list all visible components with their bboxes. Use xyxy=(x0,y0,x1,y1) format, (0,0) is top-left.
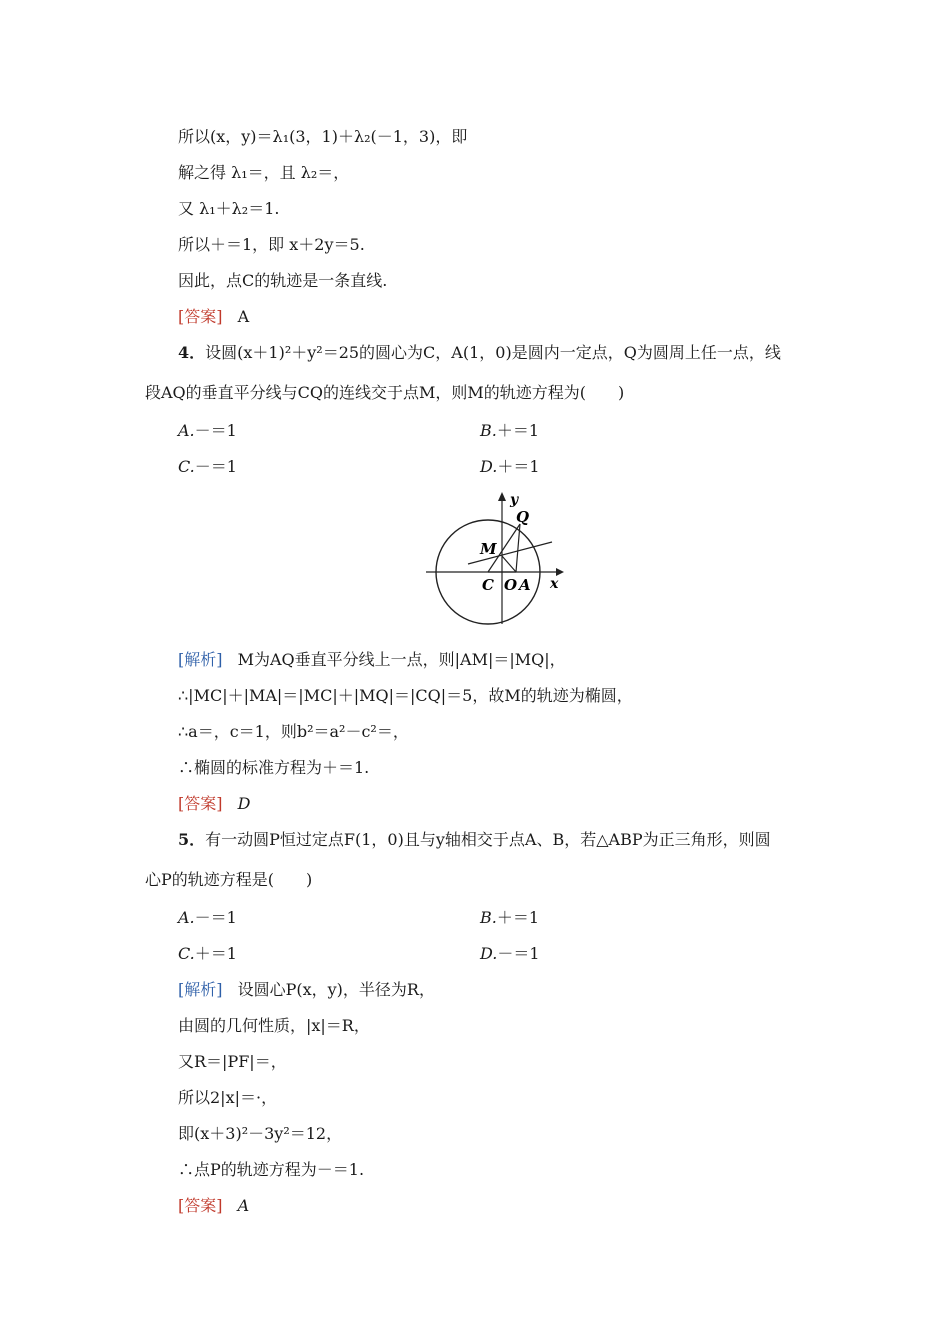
text-line: 即(x＋3)²－3y²＝12， xyxy=(178,1124,343,1143)
analysis-tag: [解析] xyxy=(178,980,223,999)
answer-tag: [答案] xyxy=(178,794,223,813)
circle-figure xyxy=(420,488,580,630)
y-arrow xyxy=(498,492,506,501)
option-text: ＋＝1 xyxy=(496,908,540,927)
x-arrow xyxy=(556,568,564,576)
question-4-stem-cont: 段AQ的垂直平分线与CQ的连线交于点M，则M的轨迹方程为( ) xyxy=(145,383,625,402)
option-label: D. xyxy=(480,944,498,963)
label-o: O xyxy=(504,576,518,594)
text-line: 所以(x，y)＝λ₁(3，1)＋λ₂(－1，3)，即 xyxy=(178,127,468,146)
text-line: 因此，点C的轨迹是一条直线. xyxy=(178,271,388,290)
answer-tag: [答案] xyxy=(178,1196,223,1215)
text-line: 又 λ₁＋λ₂＝1. xyxy=(178,199,280,218)
option-a xyxy=(178,908,237,928)
answer-line xyxy=(178,794,250,814)
option-text: ＋＝1 xyxy=(497,457,540,476)
label-m: M xyxy=(480,540,497,558)
answer-line xyxy=(178,307,249,327)
answer-value: A xyxy=(237,1196,250,1215)
label-c: C xyxy=(482,576,494,594)
option-text: －＝1 xyxy=(194,421,237,440)
text-line: 解之得 λ₁＝，且 λ₂＝， xyxy=(178,163,350,182)
question-4-stem xyxy=(178,343,781,363)
text-line: 由圆的几何性质，|x|＝R， xyxy=(178,1016,370,1035)
segment-aq xyxy=(516,524,520,572)
option-d xyxy=(480,944,540,964)
analysis-line xyxy=(178,980,435,1000)
text-line: 又R＝|PF|＝， xyxy=(178,1052,287,1071)
option-b xyxy=(480,421,539,441)
stem-text: 有一动圆P恒过定点F(1，0)且与y轴相交于点A、B，若△ABP为正三角形，则圆 xyxy=(205,830,771,849)
answer-line xyxy=(178,1196,249,1216)
analysis-text: M为AQ垂直平分线上一点，则|AM|＝|MQ|， xyxy=(237,650,566,669)
option-text: －＝1 xyxy=(497,944,540,963)
option-label: B. xyxy=(480,421,497,440)
option-c xyxy=(178,457,237,477)
question-5-stem xyxy=(178,830,771,850)
option-text: －＝1 xyxy=(194,457,237,476)
option-text: ＋＝1 xyxy=(496,421,540,440)
option-b xyxy=(480,908,539,928)
label-y: y xyxy=(510,492,519,508)
option-text: －＝1 xyxy=(194,908,237,927)
question-number: 4． xyxy=(178,343,206,362)
text-line: ∴|MC|＋|MA|＝|MC|＋|MQ|＝|CQ|＝5，故M的轨迹为椭圆， xyxy=(178,686,633,705)
option-label: C. xyxy=(178,944,195,963)
question-5-stem-cont: 心P的轨迹方程是( ) xyxy=(145,870,313,889)
text-line: ∴点P的轨迹方程为－＝1. xyxy=(178,1160,365,1179)
text-line: ∴椭圆的标准方程为＋＝1. xyxy=(178,758,370,777)
option-label: D. xyxy=(480,457,498,476)
option-label: B. xyxy=(480,908,497,927)
option-label: A. xyxy=(178,908,195,927)
stem-text: 设圆(x＋1)²＋y²＝25的圆心为C，A(1，0)是圆内一定点，Q为圆周上任一点，线 xyxy=(205,343,781,362)
option-c xyxy=(178,944,237,964)
segment-am xyxy=(502,556,516,572)
option-a xyxy=(178,421,237,441)
option-text: ＋＝1 xyxy=(194,944,237,963)
label-q: Q xyxy=(516,508,530,526)
answer-value: A xyxy=(237,307,250,326)
analysis-text: 设圆心P(x，y)，半径为R， xyxy=(237,980,435,999)
answer-value: D xyxy=(237,794,251,813)
option-d xyxy=(480,457,540,477)
text-line: 所以2|x|＝·， xyxy=(178,1088,278,1107)
label-x: x xyxy=(550,576,559,592)
option-label: C. xyxy=(178,457,195,476)
option-label: A. xyxy=(178,421,195,440)
analysis-tag: [解析] xyxy=(178,650,223,669)
text-line: 所以＋＝1，即 x＋2y＝5. xyxy=(178,235,365,254)
label-a: A xyxy=(519,576,531,594)
text-line: ∴a＝，c＝1，则b²＝a²－c²＝， xyxy=(178,722,409,741)
analysis-line xyxy=(178,650,566,670)
question-number: 5． xyxy=(178,830,206,849)
answer-tag: [答案] xyxy=(178,307,223,326)
